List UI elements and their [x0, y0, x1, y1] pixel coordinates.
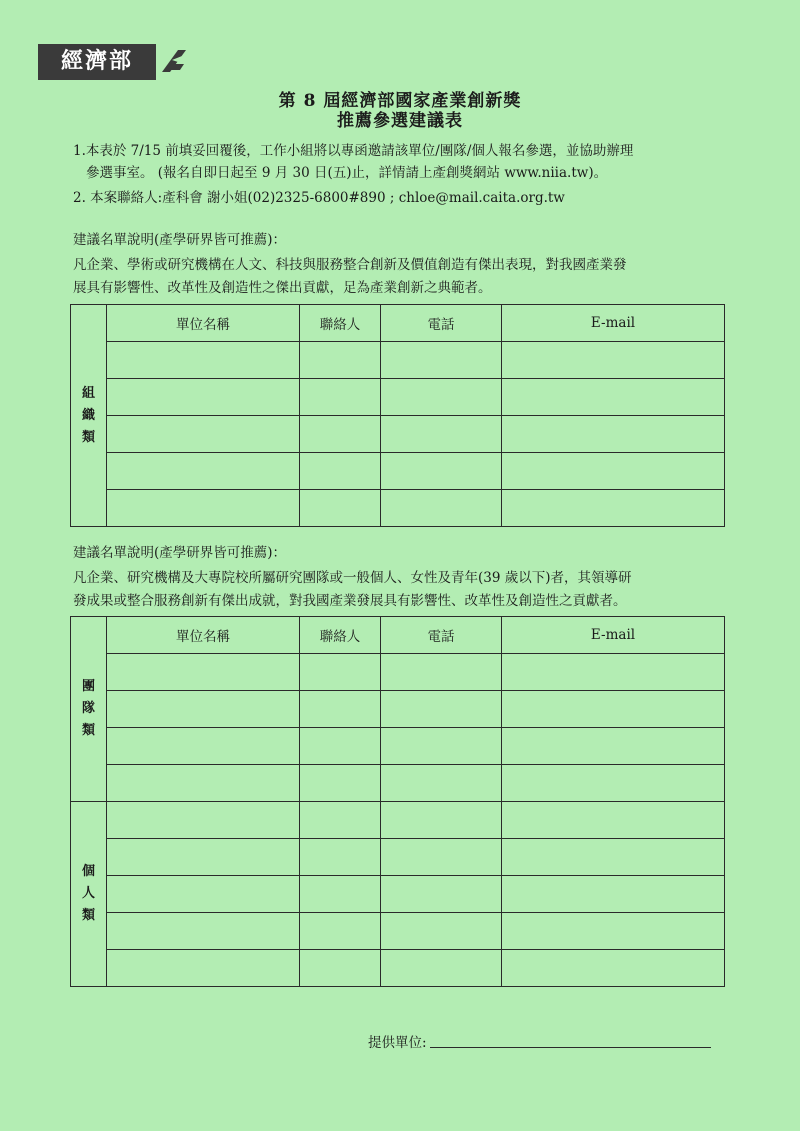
table-row — [71, 490, 725, 527]
phone-cell[interactable] — [381, 728, 502, 765]
intro-item-1a: 1.本表於 7/15 前填妥回覆後，工作小組將以專函邀請該單位/團隊/個人報名參選，並協助辦理 — [73, 143, 634, 159]
table-row — [71, 765, 725, 802]
unit-cell[interactable] — [107, 876, 300, 913]
contact-cell[interactable] — [300, 839, 381, 876]
email-cell[interactable] — [502, 654, 725, 691]
section2-desc-2: 發成果或整合服務創新有傑出成就，對我國產業發展具有影響性、改革性及創造性之貢獻者。 — [73, 593, 627, 609]
unit-cell[interactable] — [107, 913, 300, 950]
intro-item-1b: 參選事室。 (報名自即日起至 9 月 30 日(五)止，詳情請上產創獎網站 www.niia.tw)。 — [86, 165, 608, 181]
logo-mark-icon — [158, 46, 188, 76]
column-header-unit: 單位名稱 — [107, 617, 300, 654]
category-person — [71, 802, 107, 987]
table-row — [71, 342, 725, 379]
category-team-char: 團 — [81, 679, 95, 694]
column-header-email: E-mail — [502, 617, 725, 654]
section2-heading: 建議名單說明(產學研界皆可推薦)： — [73, 545, 287, 561]
email-cell[interactable] — [502, 691, 725, 728]
table-row — [71, 876, 725, 913]
email-cell[interactable] — [502, 490, 725, 527]
team-individual-nomination-table — [70, 616, 725, 987]
category-team — [71, 617, 107, 802]
unit-cell[interactable] — [107, 453, 300, 490]
unit-cell[interactable] — [107, 765, 300, 802]
table-row — [71, 950, 725, 987]
unit-cell[interactable] — [107, 342, 300, 379]
column-header-email: E-mail — [502, 305, 725, 342]
table-row — [71, 728, 725, 765]
contact-cell[interactable] — [300, 950, 381, 987]
email-cell[interactable] — [502, 728, 725, 765]
email-cell[interactable] — [502, 342, 725, 379]
column-header-contact: 聯絡人 — [300, 617, 381, 654]
phone-cell[interactable] — [381, 379, 502, 416]
contact-cell[interactable] — [300, 490, 381, 527]
email-cell[interactable] — [502, 379, 725, 416]
category-org-char: 織 — [81, 407, 95, 423]
unit-cell[interactable] — [107, 950, 300, 987]
table-row — [71, 839, 725, 876]
email-cell[interactable] — [502, 453, 725, 490]
section1-desc-1: 凡企業、學術或研究機構在人文、科技與服務整合創新及價值創造有傑出表現，對我國產業發 — [73, 257, 627, 273]
contact-cell[interactable] — [300, 802, 381, 839]
form-title: 第 8 屆經濟部國家產業創新獎 — [278, 91, 522, 111]
email-cell[interactable] — [502, 950, 725, 987]
category-person-char: 類 — [81, 908, 95, 923]
provider-label: 提供單位: — [368, 1035, 427, 1051]
category-person-char: 人 — [81, 886, 95, 901]
contact-cell[interactable] — [300, 728, 381, 765]
category-team-char: 類 — [81, 723, 95, 738]
phone-cell[interactable] — [381, 691, 502, 728]
phone-cell[interactable] — [381, 913, 502, 950]
form-subtitle: 推薦參選建議表 — [337, 111, 463, 131]
phone-cell[interactable] — [381, 416, 502, 453]
column-header-phone: 電話 — [381, 617, 502, 654]
phone-cell[interactable] — [381, 802, 502, 839]
org-nomination-table — [70, 304, 725, 527]
table-row — [71, 913, 725, 950]
email-cell[interactable] — [502, 876, 725, 913]
unit-cell[interactable] — [107, 839, 300, 876]
phone-cell[interactable] — [381, 839, 502, 876]
contact-cell[interactable] — [300, 453, 381, 490]
email-cell[interactable] — [502, 802, 725, 839]
contact-cell[interactable] — [300, 691, 381, 728]
email-cell[interactable] — [502, 416, 725, 453]
unit-cell[interactable] — [107, 379, 300, 416]
unit-cell[interactable] — [107, 416, 300, 453]
logo-text: 經濟部 — [38, 44, 156, 80]
contact-cell[interactable] — [300, 416, 381, 453]
table-row — [71, 654, 725, 691]
intro-item-2: 2. 本案聯絡人:產科會 謝小姐(02)2325-6800#890 ; chloe@mail.caita.org.tw — [73, 190, 565, 206]
column-header-unit: 單位名稱 — [107, 305, 300, 342]
email-cell[interactable] — [502, 765, 725, 802]
ministry-logo — [38, 44, 186, 80]
contact-cell[interactable] — [300, 876, 381, 913]
phone-cell[interactable] — [381, 950, 502, 987]
column-header-contact: 聯絡人 — [300, 305, 381, 342]
category-org-char: 類 — [81, 429, 95, 445]
table-row — [71, 379, 725, 416]
phone-cell[interactable] — [381, 765, 502, 802]
unit-cell[interactable] — [107, 802, 300, 839]
contact-cell[interactable] — [300, 913, 381, 950]
provider-signature-line[interactable] — [430, 1047, 711, 1048]
contact-cell[interactable] — [300, 342, 381, 379]
category-person-char: 個 — [81, 864, 95, 879]
table-row — [71, 416, 725, 453]
contact-cell[interactable] — [300, 765, 381, 802]
table-row — [71, 802, 725, 839]
email-cell[interactable] — [502, 839, 725, 876]
category-org-char: 組 — [81, 385, 95, 401]
category-team-char: 隊 — [81, 701, 95, 716]
category-org — [71, 305, 107, 527]
table-row — [71, 453, 725, 490]
section1-desc-2: 展具有影響性、改革性及創造性之傑出貢獻，足為產業創新之典範者。 — [73, 280, 492, 296]
phone-cell[interactable] — [381, 876, 502, 913]
contact-cell[interactable] — [300, 654, 381, 691]
section1-heading: 建議名單說明(產學研界皆可推薦)： — [73, 232, 287, 248]
unit-cell[interactable] — [107, 728, 300, 765]
unit-cell[interactable] — [107, 490, 300, 527]
column-header-phone: 電話 — [381, 305, 502, 342]
contact-cell[interactable] — [300, 379, 381, 416]
phone-cell[interactable] — [381, 490, 502, 527]
email-cell[interactable] — [502, 913, 725, 950]
table-row — [71, 691, 725, 728]
phone-cell[interactable] — [381, 654, 502, 691]
phone-cell[interactable] — [381, 342, 502, 379]
unit-cell[interactable] — [107, 654, 300, 691]
section2-desc-1: 凡企業、研究機構及大專院校所屬研究團隊或一般個人、女性及青年(39 歲以下)者，其領導研 — [73, 570, 632, 586]
phone-cell[interactable] — [381, 453, 502, 490]
unit-cell[interactable] — [107, 691, 300, 728]
